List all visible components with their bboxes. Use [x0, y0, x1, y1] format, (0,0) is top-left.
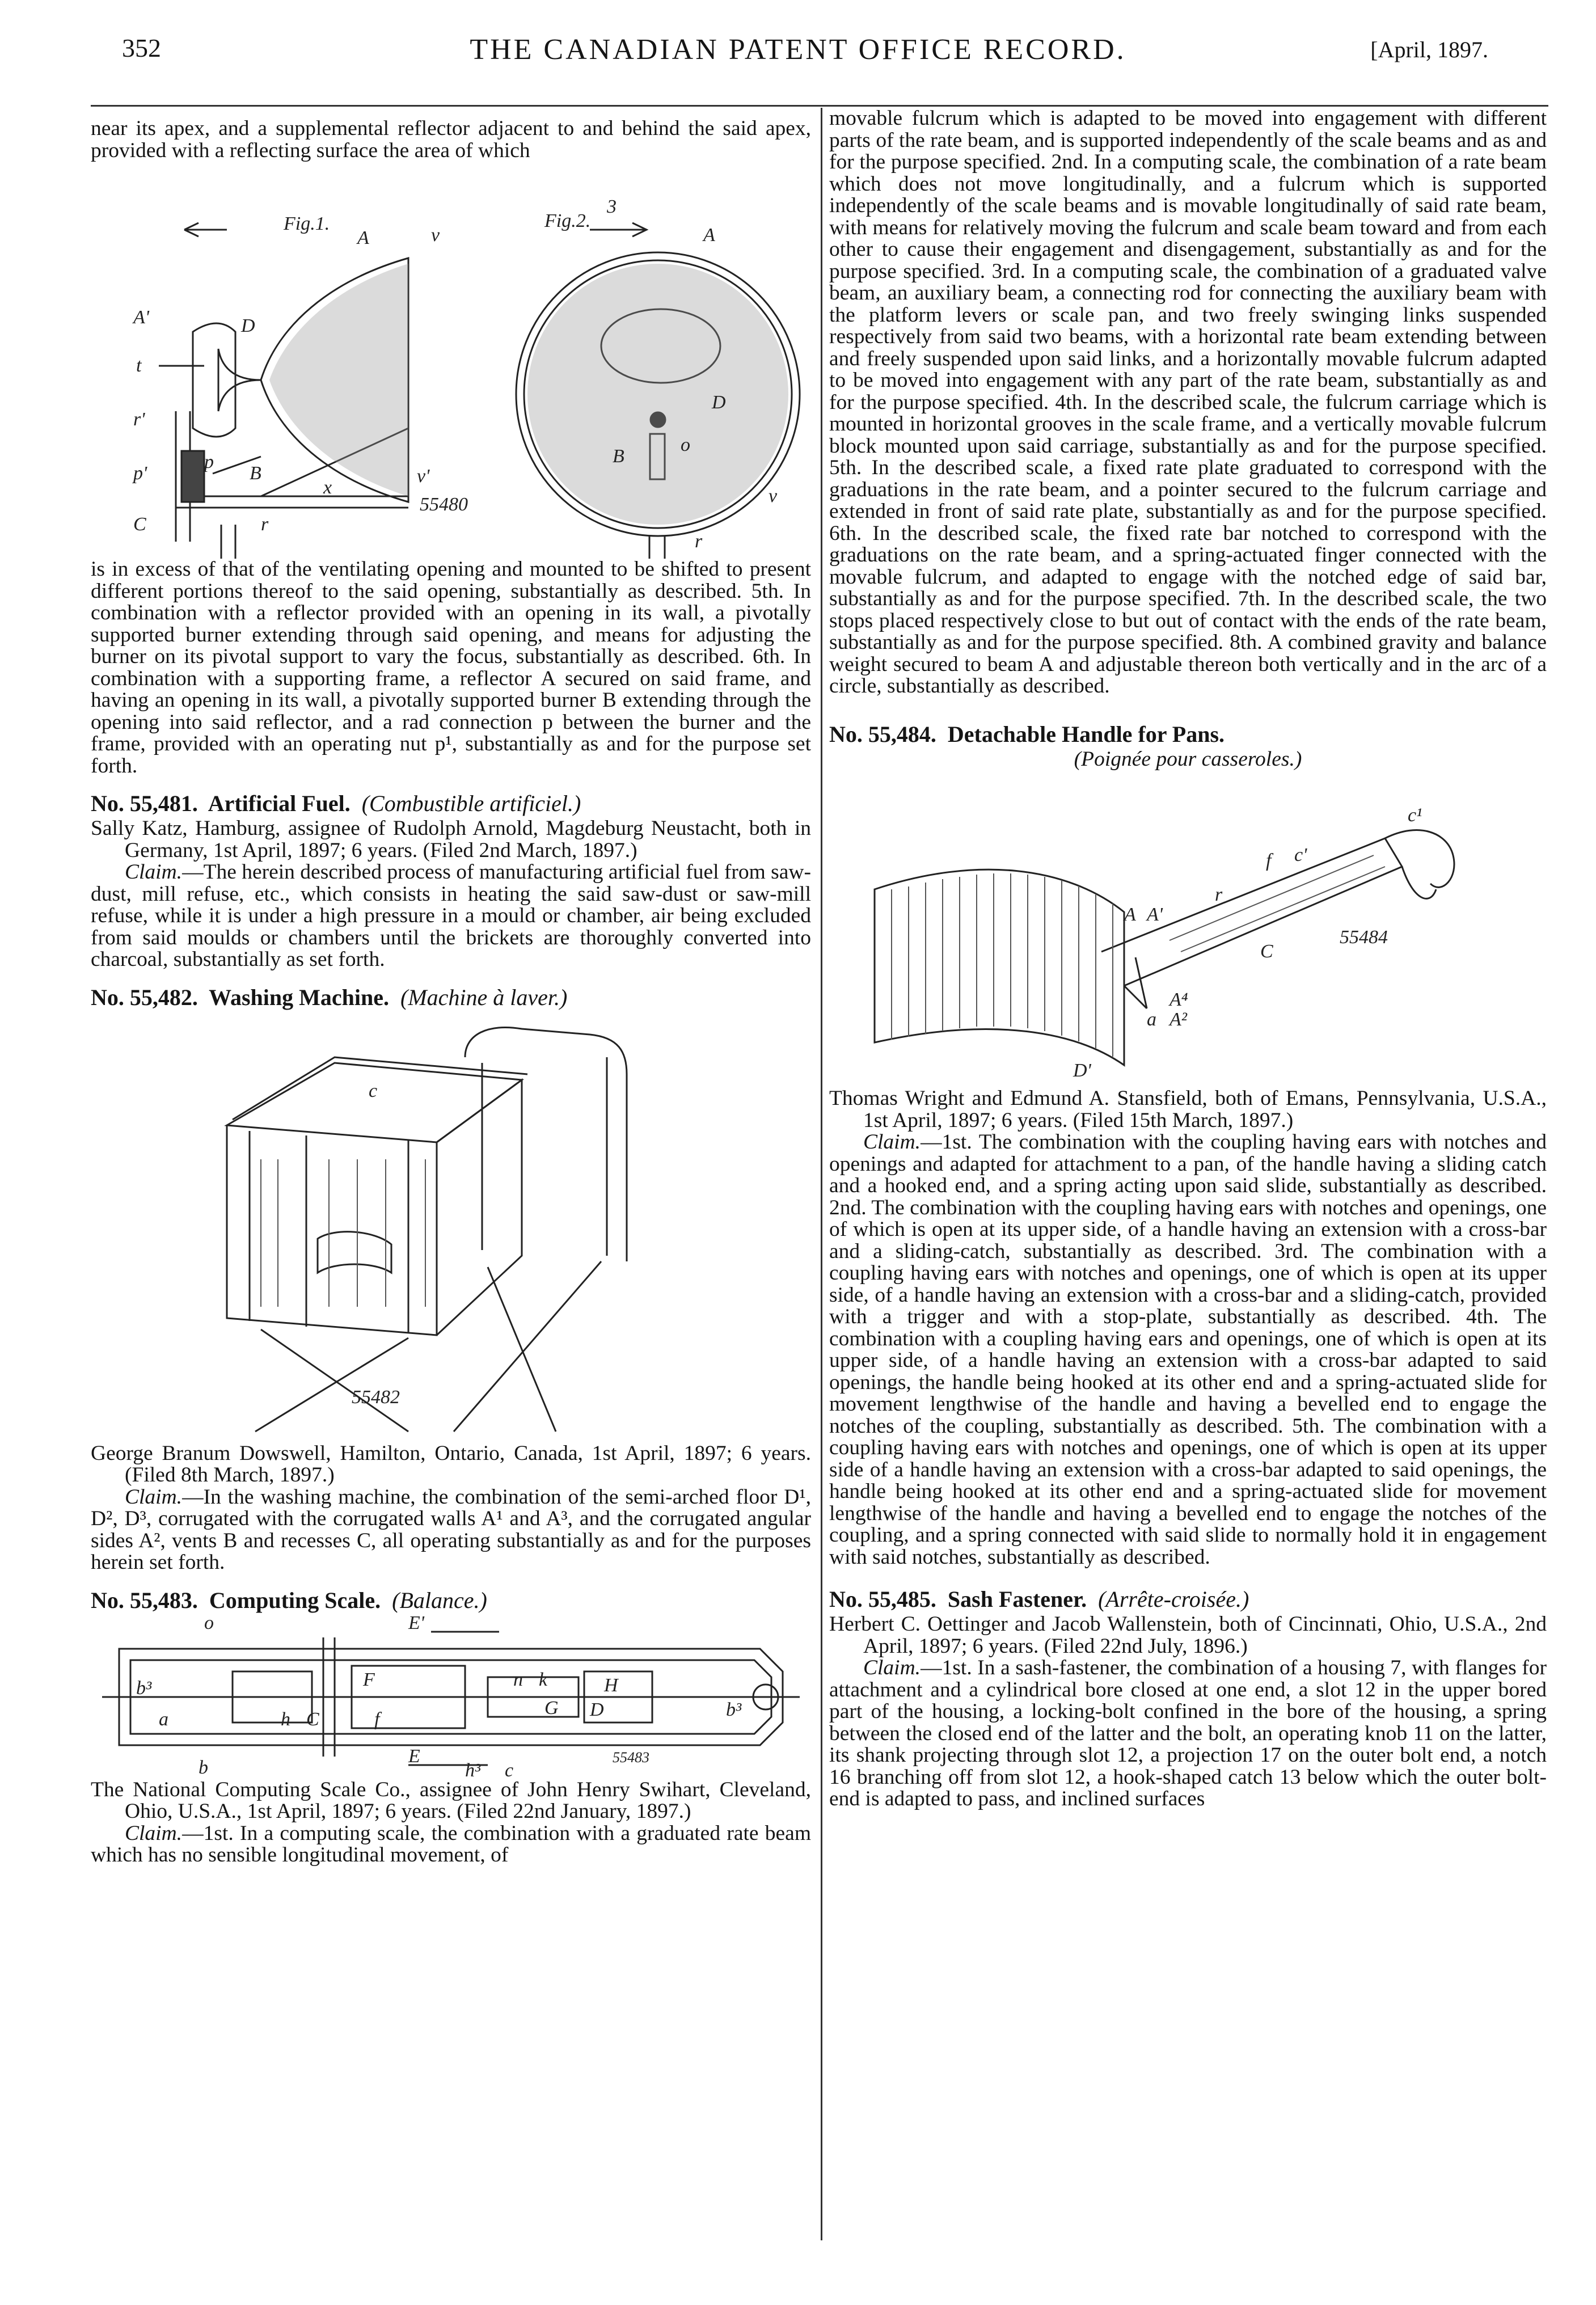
handle-label-A4: A⁴ — [1169, 989, 1188, 1010]
scale-label-c: c — [505, 1759, 514, 1779]
patent-french-title: (Arrête-croisée.) — [1098, 1586, 1249, 1612]
patent-55483 — [91, 1586, 811, 1867]
fig2-label: Fig.2. — [544, 210, 591, 231]
washer-figure-number: 55482 — [352, 1386, 400, 1408]
scale-label-a: a — [159, 1708, 168, 1730]
claim-label: Claim. — [125, 1821, 183, 1845]
fig2-label-B: B — [613, 446, 624, 467]
patent-grantee: Herbert C. Oettinger and Jacob Wallenstein, both of Cincinnati, Ohio, U.S.A., 2nd April, 1897; 6 years. (Filed 22nd July, 1896.) — [829, 1612, 1547, 1658]
handle-figure-number: 55484 — [1340, 927, 1388, 948]
page-number: 352 — [122, 33, 161, 62]
scale-label-h3: h³ — [465, 1759, 481, 1779]
handle-label-c1: c¹ — [1408, 805, 1422, 826]
computing-scale-figure — [91, 1615, 811, 1779]
patent-grantee: George Branum Dowswell, Hamilton, Ontario, Canada, 1st April, 1897; 6 years. (Filed 8th March, 1897.) — [91, 1441, 811, 1487]
patent-number: No. 55,483. — [91, 1587, 198, 1613]
patent-heading — [91, 790, 811, 818]
continued-claim-text: near its apex, and a supplemental reflector adjacent to and behind the said apex, provided with a reflecting surface the area of which — [91, 117, 811, 162]
right-column — [829, 108, 1547, 1810]
washer-label-c: c — [369, 1080, 378, 1101]
patent-french-title: (Balance.) — [392, 1587, 487, 1613]
fig2-label-A: A — [703, 225, 715, 246]
patent-55482 — [91, 983, 811, 1574]
scale-label-G: G — [544, 1697, 559, 1719]
fig1-label-A: A — [357, 227, 369, 248]
handle-label-A2: A² — [1169, 1009, 1187, 1030]
fig1-label-x: x — [323, 477, 332, 498]
page-header — [0, 33, 1596, 73]
scale-label-h: h — [281, 1708, 290, 1730]
claim-label: Claim. — [863, 1656, 921, 1679]
left-column — [91, 118, 811, 1867]
handle-label-c: c' — [1294, 845, 1307, 866]
claim-text: —1st. The combination with the coupling having ears with notches and openings and adapted for attachment to a pan, of the handle having a sliding catch and a hooked end, and a spring acting upon said slide, substantially as described. 2nd. The combination with the coupling having ears with notches and openings, one of which is open at its upper side, of a handle having an extension with a cross-bar and a sliding-catch, substantially as described. 3rd. The combination with a coupling having ears with notches and openings, one of which is open at its upper side, of a handle having an extension with a cross-bar and a sliding-catch, provided with a trigger and with a stop-plate, substantially as described. 4th. The combination with a coupling having ears and openings, one of which is open at its upper side, of a handle having an extension with a cross-bar adapted to said openings, the handle being hooked at its other end and a spring-actuated slide for movement lengthwise of the handle and having a bevelled end to engage the notches of the coupling, substantially as described. 5th. The combination with a coupling having ears with notches and openings, one of which is open at its upper side of a handle having an extension with a cross-bar adapted to said openings, the handle being hooked at its other end and a spring-actuated slide for movement lengthwise of the handle and having a bevelled end to engage the notches of the coupling, and a spring connected with said slide to normally hold it in engagement with said notches, substantially as described. — [829, 1130, 1547, 1569]
fig1-label-r: r — [261, 514, 269, 535]
continued-claim-text: movable fulcrum which is adapted to be moved into engagement with different parts of the rate beam, and is supported independently of the scale beams and as and for the purpose specified. 2nd. In a computing scale, the combination of a rate beam which does not move longitudinally, and a fulcrum which is supported independently of the scale beams and is movable longitudinally of said rate beam, with means for relatively moving the fulcrum and scale beam toward and from each other to cause their engagement and disengagement, substantially as and for the purpose specified. 3rd. In a computing scale, the combination of a graduated valve beam, an auxiliary beam, a connecting rod for connecting the auxiliary beam with the platform levers or scale pan, and two freely swinging links suspended respectively from said two beams, with a horizontal rate beam extending between and freely suspended upon said links, and a horizontally movable fulcrum adapted to be moved into engagement with any part of the rate beam, substantially as and for the purpose specified. 4th. In the described scale, the fulcrum carriage which is mounted in horizontal grooves in the scale frame, and a vertically movable fulcrum block mounted upon said carriage, substantially as and for the purpose specified. 5th. In the described scale, a fixed rate plate graduated to correspond with the graduations in the rate beam, and a pointer secured to the fulcrum carriage and extended in front of said rate plate, substantially as and for the purpose specified. 6th. In the described scale, the fixed rate bar notched to correspond with the graduations on the rate beam, and a spring-actuated finger connected with the movable fulcrum, and adapted to engage with the notched edge of said bar, substantially as and for the purpose specified. 7th. In the described scale, the two stops placed respectively close to but out of contact with the ends of the rate beam, substantially as and for the purpose specified. 8th. A combined gravity and balance weight secured to beam A and adjustable thereon both vertically and in the arc of a circle, substantially as described. — [829, 107, 1547, 698]
claim-text: —1st. In a sash-fastener, the combination of a housing 7, with flanges for attachment and a cylindrical bore closed at one end, a slot 12 in the upper bored part of the housing, a locking-bolt confined in the bore of the housing, a spring between the closed end of the latter and the bolt, an operating knob 11 on the latter, its shank projecting through slot 12, a projection 17 on the outer bolt end, a notch 16 branching off from slot 12, a hook-shaped catch 13 below which the outer bolt-end is adapted to pass, and inclined surfaces — [829, 1656, 1547, 1810]
fig1-label-t: t — [136, 355, 142, 376]
patent-grantee: The National Computing Scale Co., assignee of John Henry Swihart, Cleveland, Ohio, U.S.A., 1st April, 1897; 6 years. (Filed 22nd January, 1897.) — [91, 1778, 811, 1823]
scale-label-E: E — [408, 1745, 420, 1767]
scale-label-o: o — [204, 1614, 214, 1633]
patent-55481 — [91, 790, 811, 971]
handle-label-D: D' — [1073, 1060, 1091, 1081]
fig1-label-p: p — [204, 451, 214, 472]
scale-label-k: k — [539, 1669, 548, 1690]
fig1-label-p1: p' — [133, 463, 147, 484]
patent-title: Computing Scale. — [209, 1587, 381, 1613]
scale-label-b3: b³ — [136, 1677, 152, 1699]
handle-label-f: f — [1266, 850, 1272, 871]
scale-figure-number: 55483 — [613, 1749, 649, 1766]
pan-handle-figure — [829, 770, 1547, 1088]
fig1-label-A1: A' — [133, 307, 150, 328]
patent-heading — [91, 983, 811, 1012]
patent-55485 — [829, 1585, 1547, 1810]
claim-continuation: is in excess of that of the ventilating opening and mounted to be shifted to present different portions thereof to the said opening, substantially as described. 5th. In combination with a reflector provided with an opening in its wall, a pivotally supported burner extending through said opening, and means for adjusting the burner on its pivotal support to vary the focus, substantially as described. 6th. In combination with a supporting frame, a reflector A secured on said frame, and having an opening in its wall, a pivotally supported burner B extending through the opening into said reflector, and a rad connection p between the burner and the frame, provided with an operating nut p¹, substantially as and for the purpose set forth. — [91, 558, 811, 778]
scale-label-E1: E' — [408, 1614, 425, 1633]
patent-number: No. 55,485. — [829, 1586, 936, 1612]
fig1-label-v1: v' — [417, 466, 430, 487]
patent-french-title: (Combustible artificiel.) — [361, 791, 581, 816]
scale-label-H: H — [604, 1674, 618, 1696]
handle-label-a: a — [1147, 1009, 1156, 1030]
fig2-label-o: o — [681, 434, 690, 455]
patent-title: Washing Machine. — [209, 984, 390, 1010]
fig1-label-B: B — [250, 463, 261, 484]
patent-heading — [91, 1586, 811, 1615]
claim-text: —The herein described process of manufacturing artificial fuel from saw-dust, mill refuse, etc., which consists in heating the said saw-dust or saw-mill refuse, while it is under a high pressure in a mould or chamber, air being excluded from said moulds or chambers until the brickets are thoroughly converted into charcoal, substantially as set forth. — [91, 860, 811, 971]
fig1-label-r1: r' — [133, 409, 145, 430]
fig2-label-v: v — [769, 486, 778, 506]
fig2-label-D: D — [712, 392, 726, 413]
handle-label-A1: A' — [1147, 904, 1163, 925]
patent-heading — [829, 1585, 1547, 1614]
claim-label: Claim. — [125, 1485, 183, 1509]
scale-label-f: f — [374, 1708, 380, 1730]
scale-label-C: C — [306, 1708, 319, 1730]
reflector-figure — [91, 162, 811, 559]
fig1-label-v: v — [431, 225, 440, 246]
patent-55484 — [829, 720, 1547, 1569]
patent-heading — [829, 720, 1547, 749]
washing-machine-figure — [91, 1012, 811, 1443]
patent-french-title: (Machine à laver.) — [400, 984, 568, 1010]
fig1-number: 55480 — [420, 494, 468, 515]
patent-number: No. 55,481. — [91, 791, 198, 816]
scale-label-b3-right: b³ — [726, 1699, 742, 1720]
claim-text: —1st. In a computing scale, the combination with a graduated rate beam which has no sensible longitudinal movement, of — [91, 1821, 811, 1867]
scale-label-b: b — [199, 1757, 208, 1778]
fig1-label-C: C — [133, 514, 146, 535]
column-divider — [821, 108, 822, 2240]
issue-date: [April, 1897. — [1370, 37, 1488, 62]
fig2-arrow-number: 3 — [607, 196, 617, 217]
claim-label: Claim. — [863, 1130, 921, 1154]
fig1-label: Fig.1. — [284, 213, 330, 234]
patent-number: No. 55,484. — [829, 721, 936, 747]
claim-text: —In the washing machine, the combination of the semi-arched floor D¹, D², D³, corrugated with the corrugated walls A¹ and A³, and the corrugated angular sides A², vents B and recesses C, all operating substantially as and for the purposes herein set forth. — [91, 1485, 811, 1574]
handle-label-r: r — [1215, 884, 1223, 905]
patent-title: Artificial Fuel. — [208, 791, 351, 816]
patent-french-title: (Poignée pour casseroles.) — [1074, 747, 1302, 771]
patent-title: Detachable Handle for Pans. — [947, 721, 1225, 747]
claim-label: Claim. — [125, 860, 183, 884]
scale-label-n: n — [513, 1669, 523, 1690]
patent-grantee: Sally Katz, Hamburg, assignee of Rudolph Arnold, Magdeburg Neustacht, both in Germany, 1st April, 1897; 6 years. (Filed 2nd March, 1897.) — [91, 817, 811, 862]
patent-number: No. 55,482. — [91, 984, 198, 1010]
handle-label-C: C — [1260, 941, 1273, 962]
handle-label-A: A — [1124, 904, 1136, 925]
fig2-label-r: r — [695, 531, 703, 552]
scale-label-F: F — [363, 1669, 375, 1690]
scale-label-D: D — [590, 1699, 604, 1720]
patent-title: Sash Fastener. — [947, 1586, 1087, 1612]
journal-title: THE CANADIAN PATENT OFFICE RECORD. — [470, 33, 1126, 66]
patent-grantee: Thomas Wright and Edmund A. Stansfield, both of Emans, Pennsylvania, U.S.A., 1st April, 1897; 6 years. (Filed 15th March, 1897.) — [829, 1087, 1547, 1132]
fig1-label-D: D — [241, 315, 255, 336]
